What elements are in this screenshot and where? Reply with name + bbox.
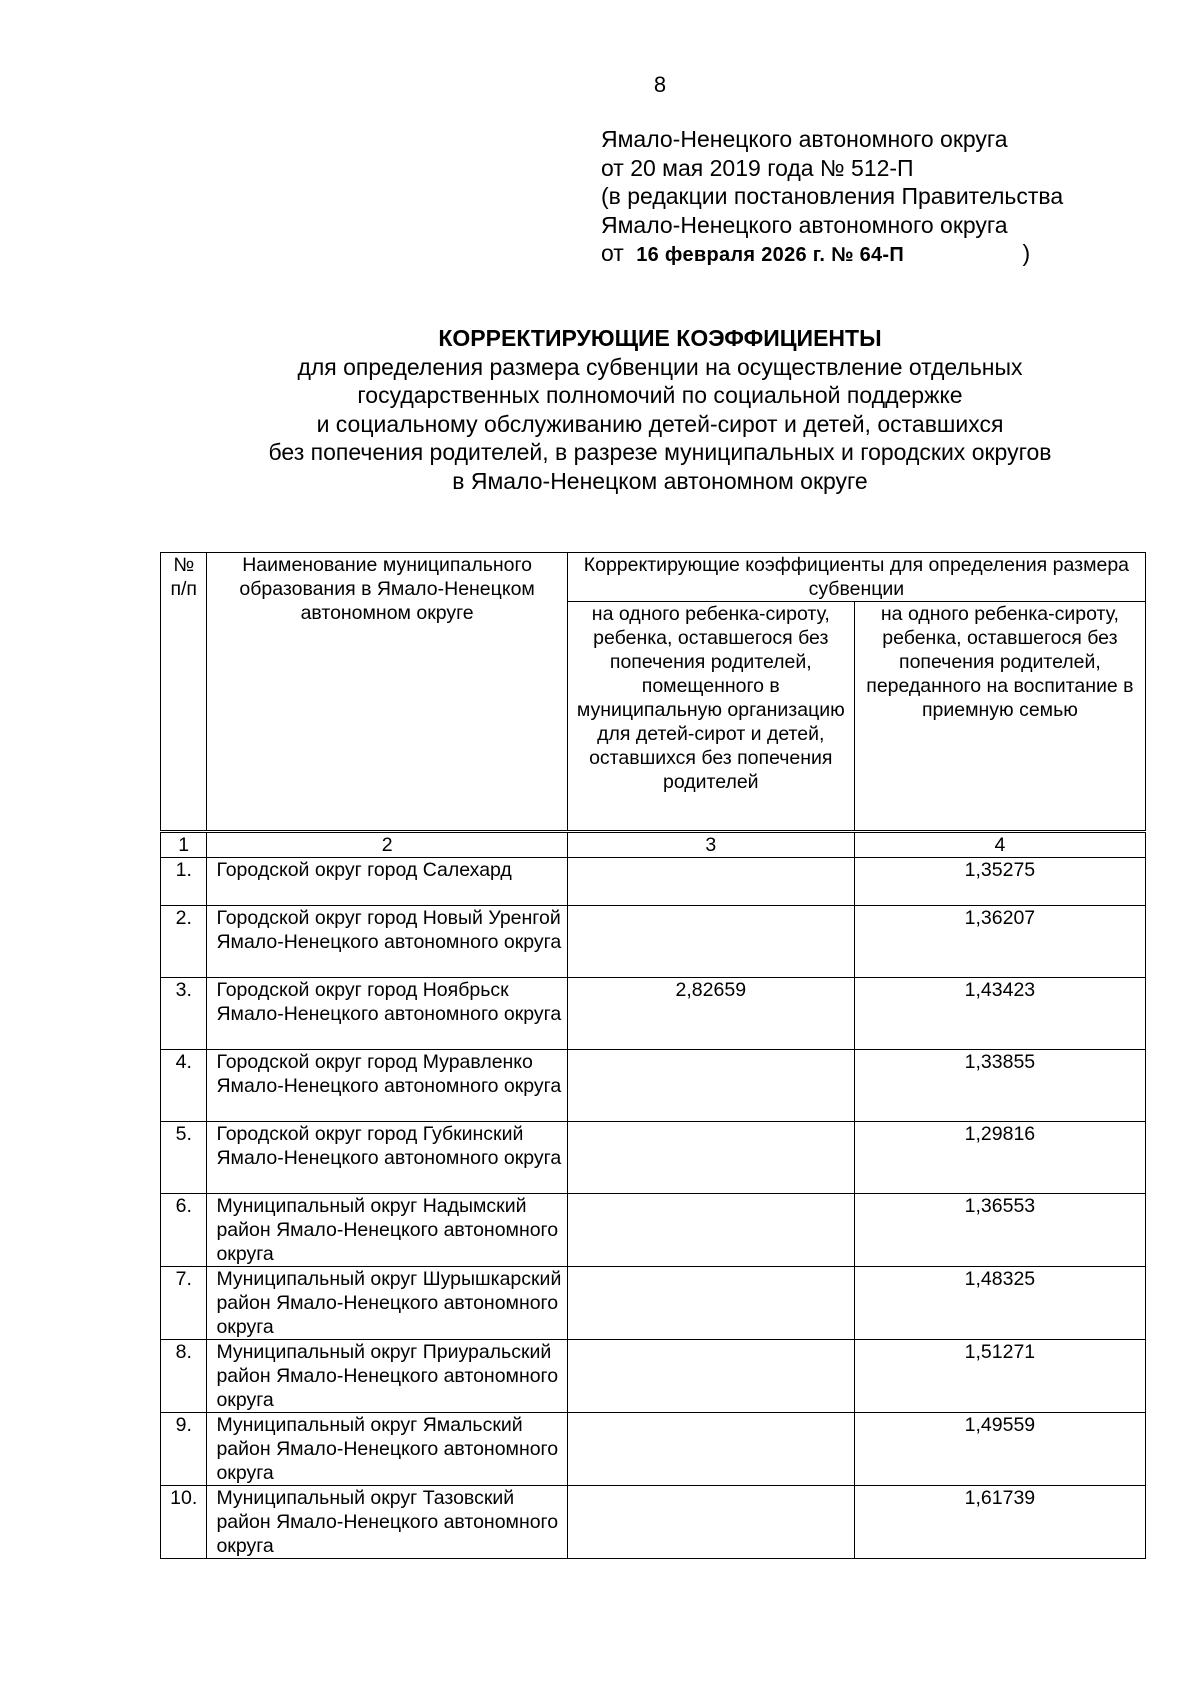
amendment-close: ) <box>1022 240 1031 266</box>
coefficient-col4: 1,43423 <box>854 978 1145 1050</box>
table-row <box>161 1486 1146 1559</box>
row-number: 3. <box>161 978 207 1050</box>
municipality-name: Городской округ город Губкинский Ямало-Ненецкого автономного округа <box>207 1122 567 1194</box>
municipality-name: Муниципальный округ Тазовский район Ямало-Ненецкого автономного округа <box>207 1486 567 1559</box>
column-index: 3 <box>567 832 854 858</box>
title-line: без попечения родителей, в разрезе муниципальных и городских округов <box>268 439 1052 465</box>
row-number: 4. <box>161 1050 207 1122</box>
coefficient-col4: 1,36207 <box>854 906 1145 978</box>
municipality-name: Муниципальный округ Ямальский район Ямало-Ненецкого автономного округа <box>207 1413 567 1486</box>
row-number: 10. <box>161 1486 207 1559</box>
reference-line: (в редакции постановления Правительства <box>601 183 1064 209</box>
amendment-prefix: от <box>601 240 624 266</box>
table-row <box>161 1122 1146 1194</box>
coefficient-col3 <box>567 858 854 906</box>
coefficient-col4: 1,49559 <box>854 1413 1145 1486</box>
row-number: 6. <box>161 1194 207 1267</box>
reference-line: Ямало-Ненецкого автономного округа <box>601 126 1008 152</box>
coefficient-col3 <box>567 1486 854 1559</box>
page-number: 8 <box>653 72 667 97</box>
title-main: КОРРЕКТИРУЮЩИЕ КОЭФФИЦИЕНТЫ <box>438 325 882 351</box>
column-index: 2 <box>207 832 567 858</box>
table-row <box>161 1050 1146 1122</box>
reference-line: Ямало-Ненецкого автономного округа <box>601 211 1008 238</box>
table-row <box>161 858 1146 906</box>
column-index: 4 <box>854 832 1145 858</box>
municipality-name: Муниципальный округ Приуральский район Ямало-Ненецкого автономного округа <box>207 1340 567 1413</box>
municipality-name: Городской округ город Муравленко Ямало-Ненецкого автономного округа <box>207 1050 567 1122</box>
coefficients-table <box>160 552 1146 1559</box>
title-line: для определения размера субвенции на осуществление отдельных <box>297 353 1023 380</box>
coefficient-col3 <box>567 1413 854 1486</box>
municipality-name: Муниципальный округ Надымский район Ямало-Ненецкого автономного округа <box>207 1194 567 1267</box>
coefficient-col3 <box>567 1050 854 1122</box>
table-row <box>161 906 1146 978</box>
column-index: 1 <box>161 832 207 858</box>
coefficient-col4: 1,35275 <box>854 858 1145 906</box>
row-number: 5. <box>161 1122 207 1194</box>
document-title <box>160 324 1160 495</box>
coefficient-col4: 1,48325 <box>854 1267 1145 1340</box>
amendment-date: 16 февраля 2026 г. № 64-П <box>636 244 905 266</box>
amendment-line <box>601 239 1063 270</box>
coefficient-col4: 1,29816 <box>854 1122 1145 1194</box>
coefficient-col3 <box>567 1122 854 1194</box>
header-col3: на одного ребенка-сироту, ребенка, оставшегося без попечения родителей, помещенного в муниципальную организацию для детей-сирот и детей, оставшихся без попечения родителей <box>567 602 854 832</box>
coefficient-col4: 1,51271 <box>854 1340 1145 1413</box>
table-row <box>161 1340 1146 1413</box>
municipality-name: Городской округ город Новый Уренгой Ямало-Ненецкого автономного округа <box>207 906 567 978</box>
municipality-name: Муниципальный округ Шурышкарский район Ямало-Ненецкого автономного округа <box>207 1267 567 1340</box>
municipality-name: Городской округ город Салехард <box>207 858 567 906</box>
coefficient-col3 <box>567 1340 854 1413</box>
coefficient-col3 <box>567 1194 854 1267</box>
row-number: 1. <box>161 858 207 906</box>
coefficient-col3 <box>567 906 854 978</box>
table-row <box>161 1413 1146 1486</box>
row-number: 7. <box>161 1267 207 1340</box>
reference-line: от 20 мая 2019 года № 512-П <box>601 154 914 181</box>
header-col4: на одного ребенка-сироту, ребенка, оставшегося без попечения родителей, переданного на воспитание в приемную семью <box>854 602 1145 832</box>
coefficient-col4: 1,33855 <box>854 1050 1145 1122</box>
title-line: в Ямало-Ненецком автономном округе <box>452 467 868 494</box>
municipality-name: Городской округ город Ноябрьск Ямало-Ненецкого автономного округа <box>207 978 567 1050</box>
coefficient-col4: 1,61739 <box>854 1486 1145 1559</box>
row-number: 9. <box>161 1413 207 1486</box>
title-line: и социальному обслуживанию детей-сирот и детей, оставшихся <box>316 410 1004 437</box>
column-index-row <box>161 832 1146 858</box>
coefficient-col3: 2,82659 <box>567 978 854 1050</box>
row-number: 8. <box>161 1340 207 1413</box>
coefficient-col3 <box>567 1267 854 1340</box>
header-coefficients-group: Корректирующие коэффициенты для определения размера субвенции <box>567 553 1145 602</box>
table-row <box>161 978 1146 1050</box>
coefficient-col4: 1,36553 <box>854 1194 1145 1267</box>
table-row <box>161 1194 1146 1267</box>
table-row <box>161 1267 1146 1340</box>
title-line: государственных полномочий по социальной поддержке <box>357 382 963 408</box>
header-number: № п/п <box>161 553 207 832</box>
header-municipality: Наименование муниципального образования в Ямало-Ненецком автономном округе <box>207 553 567 832</box>
document-reference <box>601 125 1063 270</box>
row-number: 2. <box>161 906 207 978</box>
